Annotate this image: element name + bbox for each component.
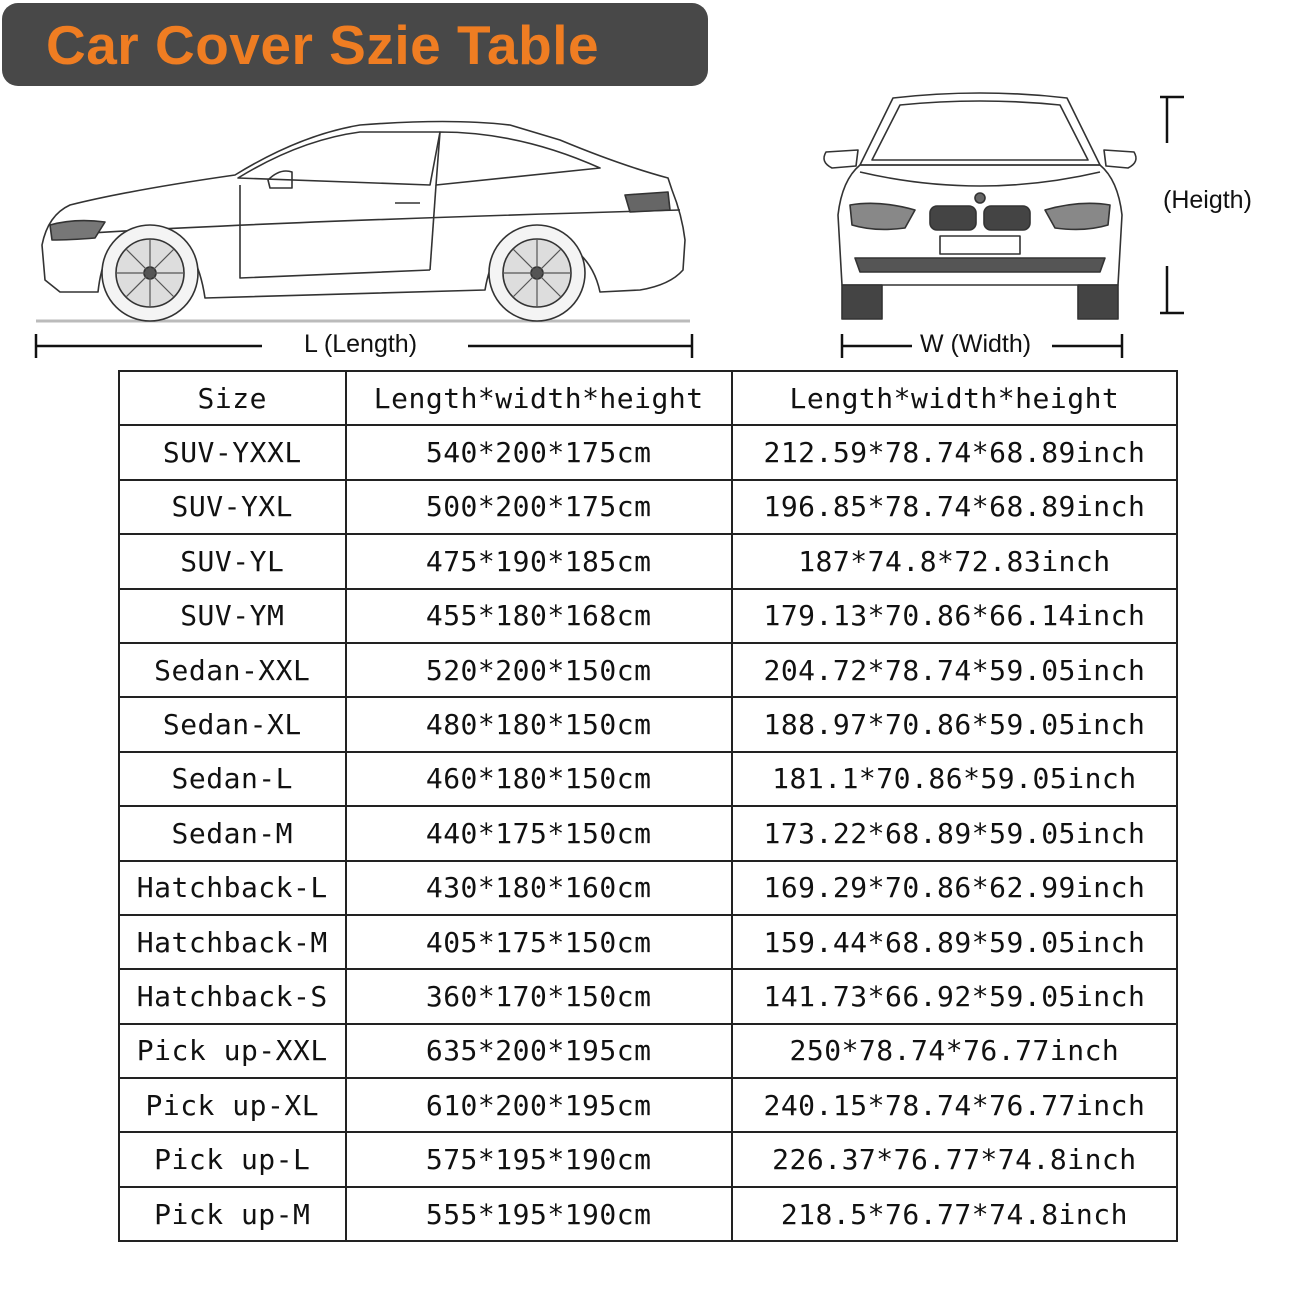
size-cell: SUV-YL — [119, 534, 346, 588]
inch-cell: 196.85*78.74*68.89inch — [732, 480, 1177, 534]
page-title: Car Cover Szie Table — [46, 13, 600, 76]
table-row — [119, 643, 1177, 697]
cm-cell: 455*180*168cm — [346, 589, 732, 643]
cm-cell: 635*200*195cm — [346, 1024, 732, 1078]
table-row — [119, 697, 1177, 751]
size-cell: SUV-YXXL — [119, 425, 346, 479]
table-row — [119, 1024, 1177, 1078]
inch-cell: 212.59*78.74*68.89inch — [732, 425, 1177, 479]
inch-cell: 250*78.74*76.77inch — [732, 1024, 1177, 1078]
table-row — [119, 1132, 1177, 1186]
size-cell: SUV-YXL — [119, 480, 346, 534]
inch-cell: 240.15*78.74*76.77inch — [732, 1078, 1177, 1132]
size-cell: Hatchback-L — [119, 861, 346, 915]
width-label: W (Width) — [920, 330, 1032, 358]
cm-cell: 610*200*195cm — [346, 1078, 732, 1132]
cm-cell: 440*175*150cm — [346, 806, 732, 860]
table-row — [119, 915, 1177, 969]
cm-cell: 540*200*175cm — [346, 425, 732, 479]
size-cell: Pick up-XXL — [119, 1024, 346, 1078]
size-cell: Hatchback-S — [119, 969, 346, 1023]
cm-cell: 430*180*160cm — [346, 861, 732, 915]
table-row — [119, 969, 1177, 1023]
size-cell: Pick up-XL — [119, 1078, 346, 1132]
table-header-row — [119, 371, 1177, 425]
inch-cell: 169.29*70.86*62.99inch — [732, 861, 1177, 915]
inch-cell: 218.5*76.77*74.8inch — [732, 1187, 1177, 1241]
size-cell: Pick up-M — [119, 1187, 346, 1241]
cm-cell: 360*170*150cm — [346, 969, 732, 1023]
size-cell: Pick up-L — [119, 1132, 346, 1186]
table-row — [119, 534, 1177, 588]
cm-cell: 480*180*150cm — [346, 697, 732, 751]
cm-cell: 555*195*190cm — [346, 1187, 732, 1241]
inch-cell: 204.72*78.74*59.05inch — [732, 643, 1177, 697]
size-cell: Sedan-M — [119, 806, 346, 860]
cm-cell: 405*175*150cm — [346, 915, 732, 969]
table-row — [119, 589, 1177, 643]
cm-cell: 500*200*175cm — [346, 480, 732, 534]
inch-cell: 173.22*68.89*59.05inch — [732, 806, 1177, 860]
header-dimensions-inch: Length*width*height — [732, 371, 1177, 425]
table-row — [119, 1078, 1177, 1132]
header-dimensions-cm: Length*width*height — [346, 371, 732, 425]
inch-cell: 181.1*70.86*59.05inch — [732, 752, 1177, 806]
table-row — [119, 806, 1177, 860]
size-cell: Hatchback-M — [119, 915, 346, 969]
cm-cell: 460*180*150cm — [346, 752, 732, 806]
length-label: L (Length) — [304, 330, 418, 358]
car-side-view-illustration — [0, 0, 720, 370]
size-cell: Sedan-XL — [119, 697, 346, 751]
inch-cell: 226.37*76.77*74.8inch — [732, 1132, 1177, 1186]
cm-cell: 520*200*150cm — [346, 643, 732, 697]
inch-cell: 141.73*66.92*59.05inch — [732, 969, 1177, 1023]
size-cell: Sedan-XXL — [119, 643, 346, 697]
size-cell: SUV-YM — [119, 589, 346, 643]
cm-cell: 475*190*185cm — [346, 534, 732, 588]
inch-cell: 159.44*68.89*59.05inch — [732, 915, 1177, 969]
header-size: Size — [119, 371, 346, 425]
table-row — [119, 861, 1177, 915]
size-cell: Sedan-L — [119, 752, 346, 806]
inch-cell: 188.97*70.86*59.05inch — [732, 697, 1177, 751]
cm-cell: 575*195*190cm — [346, 1132, 732, 1186]
table-row — [119, 752, 1177, 806]
table-row — [119, 425, 1177, 479]
inch-cell: 187*74.8*72.83inch — [732, 534, 1177, 588]
height-label: (Heigth) — [1163, 186, 1252, 214]
table-row — [119, 1187, 1177, 1241]
size-table — [118, 370, 1178, 1242]
table-row — [119, 480, 1177, 534]
inch-cell: 179.13*70.86*66.14inch — [732, 589, 1177, 643]
